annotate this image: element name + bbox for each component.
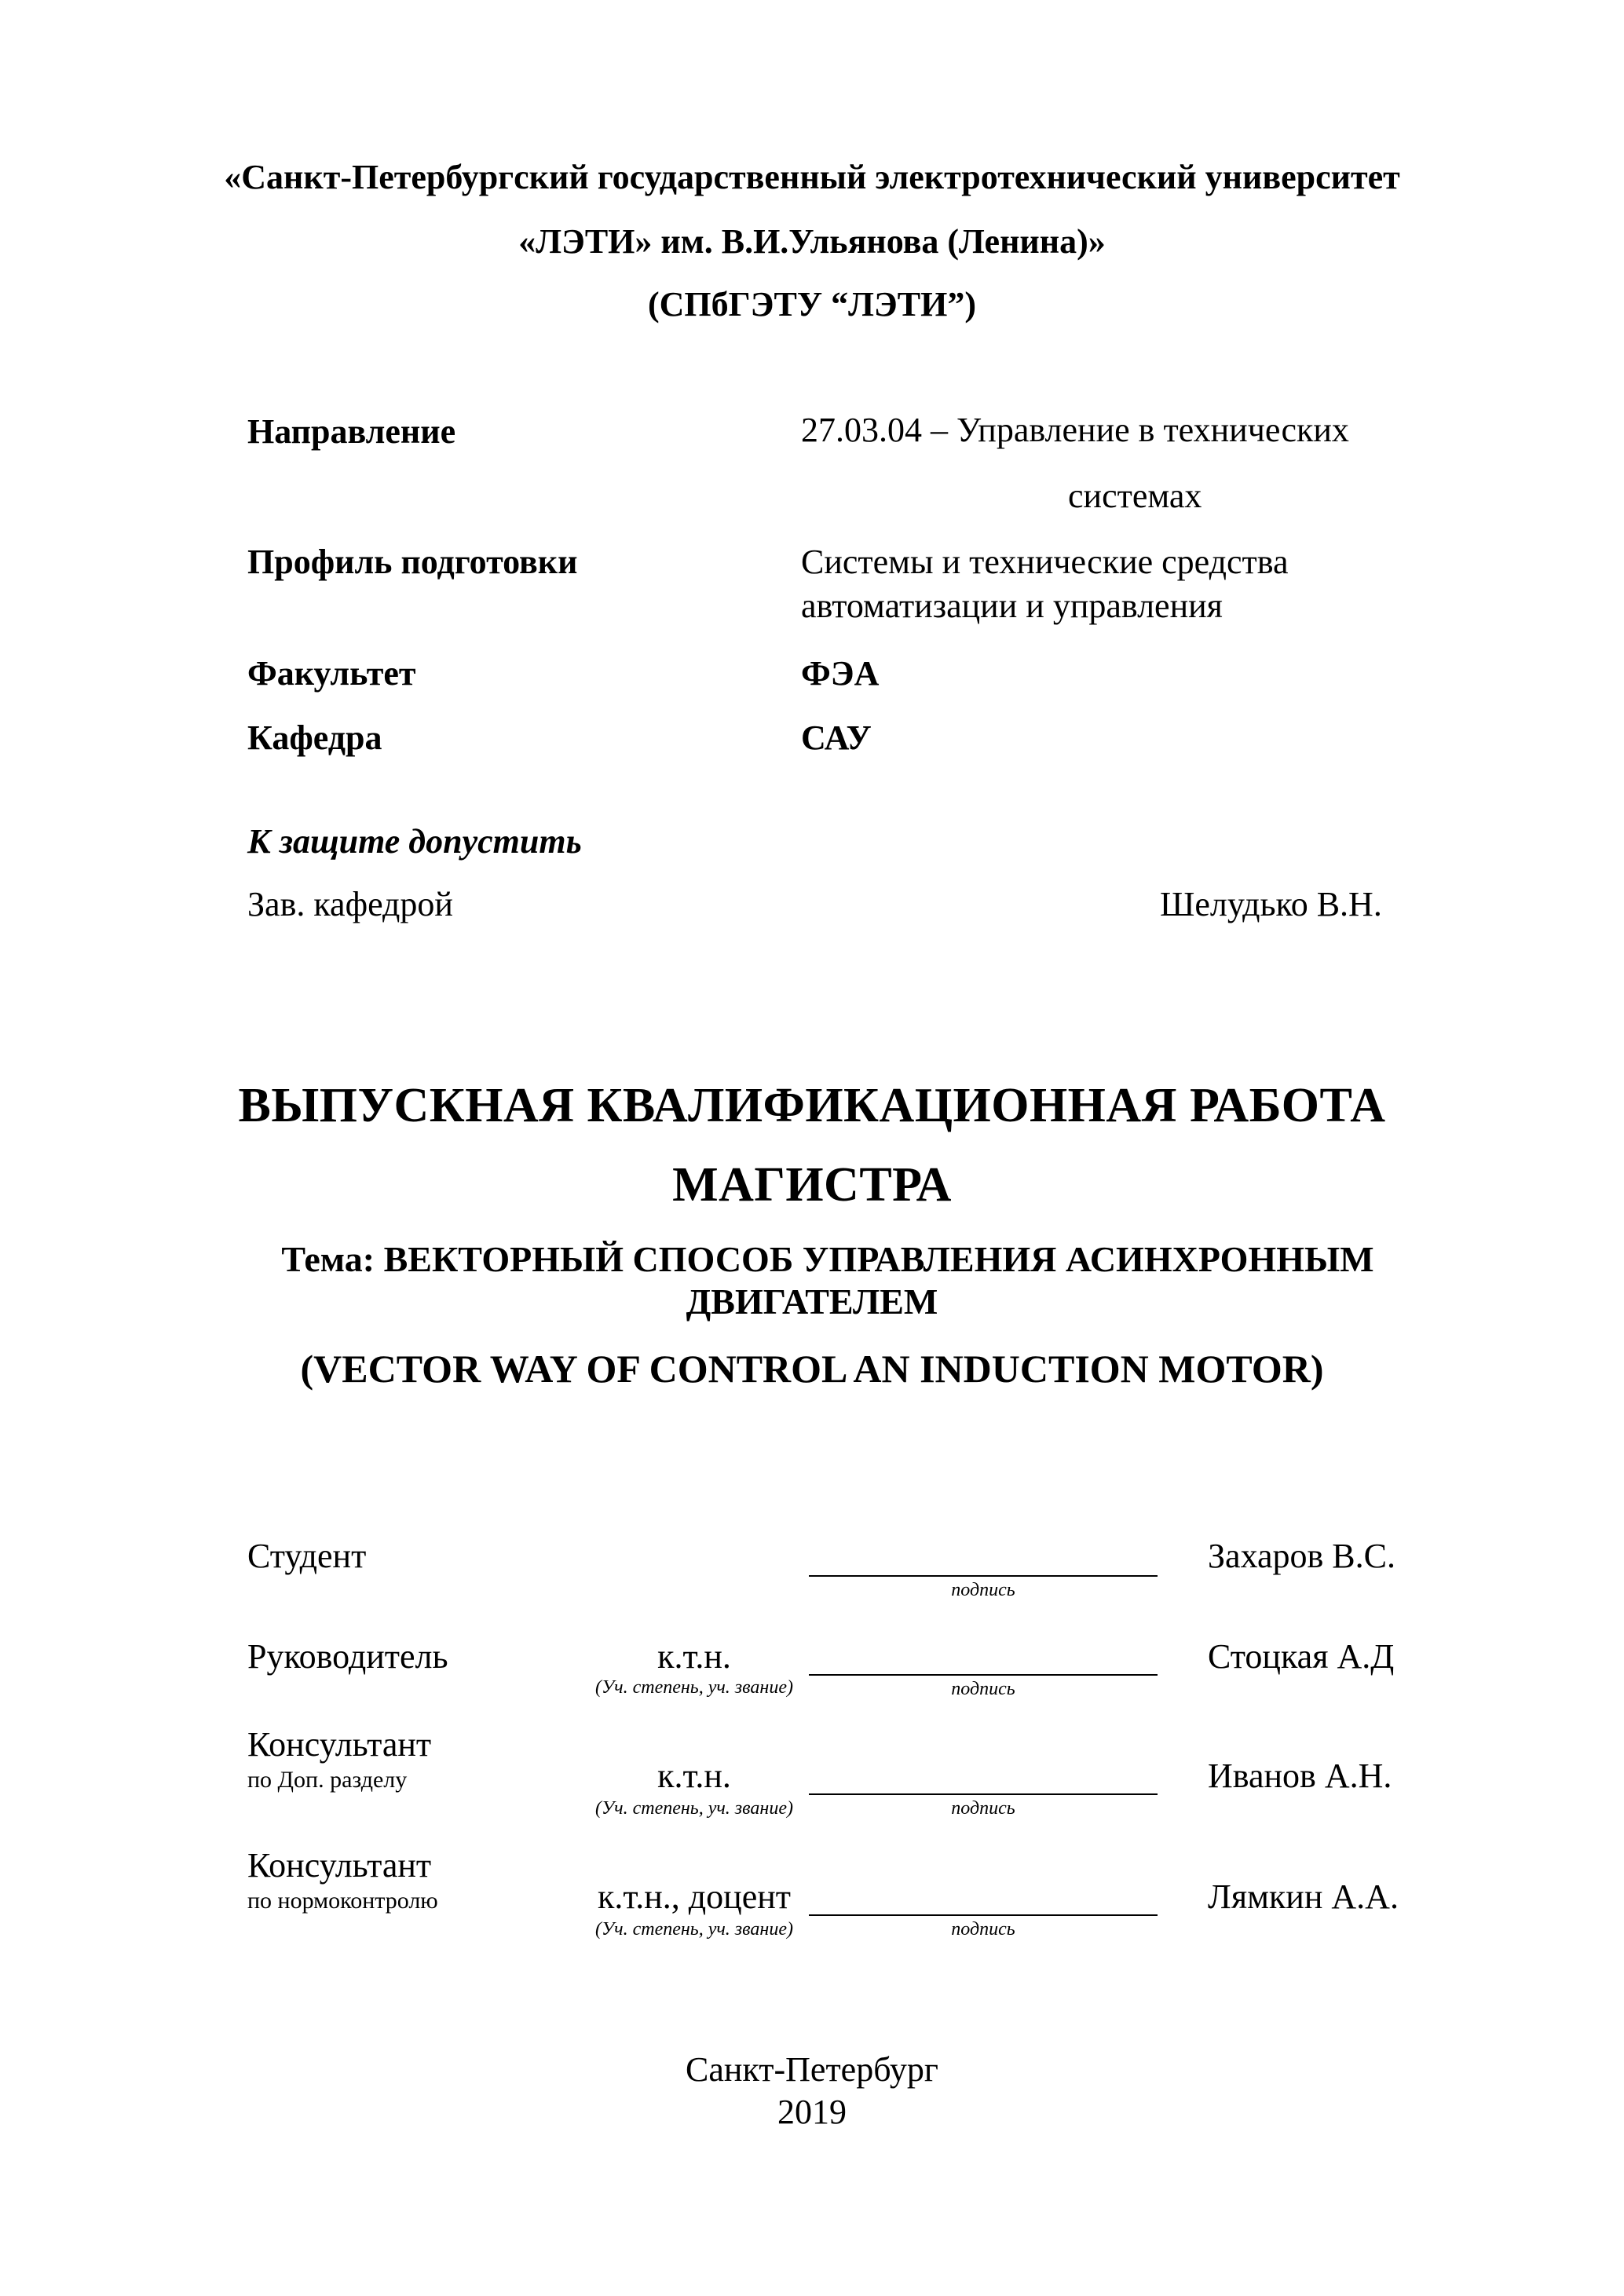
footer-year: 2019 xyxy=(777,2093,847,2131)
university-name-line2: «ЛЭТИ» им. В.И.Ульянова (Ленина)» xyxy=(518,222,1106,261)
consultant1-degree: к.т.н. xyxy=(657,1757,731,1795)
consultant1-name: Иванов А.Н. xyxy=(1208,1757,1392,1795)
work-title-line1: ВЫПУСКНАЯ КВАЛИФИКАЦИОННАЯ РАБОТА xyxy=(238,1079,1386,1132)
profile-value-line1: Системы и технические средства xyxy=(801,543,1289,581)
supervisor-role: Руководитель xyxy=(247,1637,448,1676)
consultant2-signature-hint: подпись xyxy=(951,1919,1015,1940)
consultant1-role: Консультант xyxy=(247,1725,432,1764)
supervisor-degree: к.т.н. xyxy=(657,1637,731,1676)
faculty-label: Факультет xyxy=(247,654,416,693)
consultant1-signature-line xyxy=(809,1793,1158,1795)
faculty-value: ФЭА xyxy=(801,654,880,693)
topic-line1: Тема: ВЕКТОРНЫЙ СПОСОБ УПРАВЛЕНИЯ АСИНХРОННЫМ xyxy=(281,1239,1374,1279)
supervisor-name: Стоцкая А.Д xyxy=(1208,1637,1395,1676)
consultant1-signature-hint: подпись xyxy=(951,1798,1015,1819)
footer-city: Санкт-Петербург xyxy=(686,2050,938,2089)
admission-title: К защите допустить xyxy=(247,822,582,861)
student-signature-line xyxy=(809,1575,1158,1577)
direction-label: Направление xyxy=(247,412,456,451)
head-of-department-label: Зав. кафедрой xyxy=(247,885,453,923)
direction-value-line2: системах xyxy=(1068,477,1202,515)
university-abbreviation: (СПбГЭТУ “ЛЭТИ”) xyxy=(648,285,976,324)
department-value: САУ xyxy=(801,718,872,757)
consultant2-degree: к.т.н., доцент xyxy=(597,1877,792,1916)
student-name: Захаров В.С. xyxy=(1208,1537,1395,1575)
consultant2-name: Лямкин А.А. xyxy=(1208,1877,1399,1916)
supervisor-signature-line xyxy=(809,1674,1158,1676)
department-label: Кафедра xyxy=(247,718,382,757)
consultant2-degree-hint: (Уч. степень, уч. звание) xyxy=(595,1919,793,1940)
profile-label: Профиль подготовки xyxy=(247,543,578,581)
supervisor-signature-hint: подпись xyxy=(951,1679,1015,1699)
work-title-line2: МАГИСТРА xyxy=(672,1158,952,1212)
student-role: Студент xyxy=(247,1537,367,1575)
consultant2-role: Консультант xyxy=(247,1846,432,1885)
topic-line2: ДВИГАТЕЛЕМ xyxy=(686,1281,938,1322)
topic-english: (VECTOR WAY OF CONTROL AN INDUCTION MOTOR) xyxy=(300,1347,1324,1391)
consultant1-degree-hint: (Уч. степень, уч. звание) xyxy=(595,1798,793,1819)
student-signature-hint: подпись xyxy=(951,1580,1015,1600)
profile-value-line2: автоматизации и управления xyxy=(801,587,1223,625)
consultant1-subrole: по Доп. разделу xyxy=(247,1767,408,1793)
supervisor-degree-hint: (Уч. степень, уч. звание) xyxy=(595,1677,793,1698)
university-name-line1: «Санкт-Петербургский государственный электротехнический университет xyxy=(224,158,1400,196)
direction-value-line1: 27.03.04 – Управление в технических xyxy=(801,411,1349,449)
consultant2-subrole: по нормоконтролю xyxy=(247,1888,438,1914)
consultant2-signature-line xyxy=(809,1914,1158,1916)
head-of-department-name: Шелудько В.Н. xyxy=(1160,885,1382,923)
